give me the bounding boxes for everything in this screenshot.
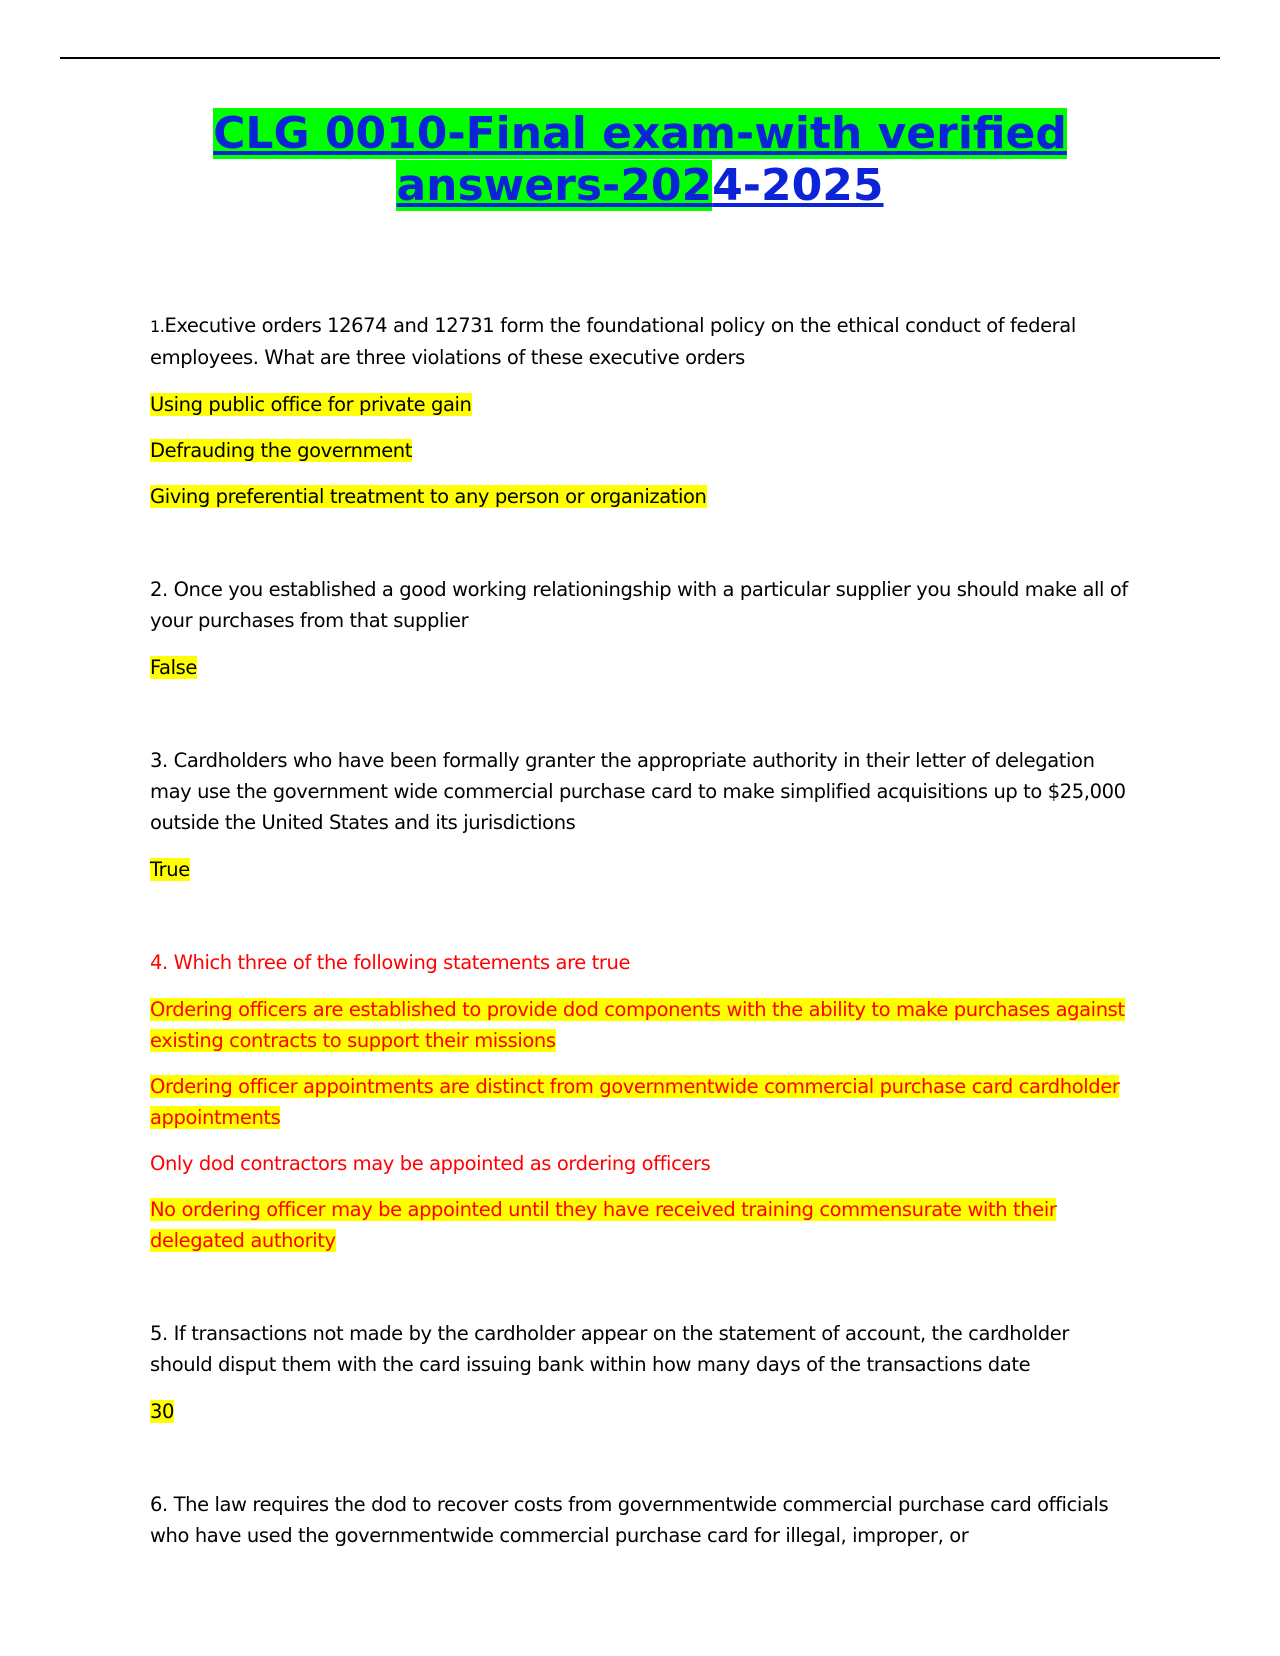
question-3: 3. Cardholders who have been formally granter the appropriate authority in their letter of delegation may use the government wide commercial purchase card to make simplified acquisitions up to $25,000 outside the United States and its jurisdictions — [150, 749, 1126, 834]
answer-5: 30 — [150, 1400, 175, 1423]
option-4a: Ordering officers are established to provide dod components with the ability to make purchases against existing contracts to support their missions — [150, 998, 1125, 1052]
question-5: 5. If transactions not made by the cardholder appear on the statement of account, the cardholder should disput them with the card issuing bank within how many days of the transactions date — [150, 1322, 1069, 1376]
question-6: 6. The law requires the dod to recover costs from governmentwide commercial purchase card officials who have used the governmentwide commercial purchase card for illegal, improper, or — [150, 1493, 1109, 1547]
document-title — [0, 108, 1280, 212]
question-1 — [150, 310, 1135, 373]
question-1-number: 1. — [150, 317, 165, 336]
question-2: 2. Once you established a good working relationingship with a particular supplier you should make all of your purchases from that supplier — [150, 578, 1128, 632]
option-4c: Only dod contractors may be appointed as ordering officers — [150, 1152, 711, 1175]
title-line2-tail: 4-2025 — [712, 160, 884, 211]
spacer — [150, 527, 1135, 574]
header-rule — [60, 57, 1220, 59]
question-1-text: Executive orders 12674 and 12731 form the foundational policy on the ethical conduct of federal employees. What are three violations of these executive orders — [150, 314, 1076, 369]
spacer — [150, 1271, 1135, 1318]
question-4: 4. Which three of the following statements are true — [150, 951, 631, 974]
option-4b: Ordering officer appointments are distinct from governmentwide commercial purchase card cardholder appointments — [150, 1075, 1120, 1129]
answer-1c: Giving preferential treatment to any person or organization — [150, 485, 707, 508]
answer-1a: Using public office for private gain — [150, 393, 472, 416]
spacer — [150, 900, 1135, 947]
spacer — [150, 1442, 1135, 1489]
answer-2: False — [150, 656, 197, 679]
answer-3: True — [150, 858, 190, 881]
title-line1: CLG 0010-Final exam-with verified — [213, 108, 1067, 159]
option-4d: No ordering officer may be appointed until they have received training commensurate with their delegated authority — [150, 1198, 1057, 1252]
document-body — [150, 310, 1135, 1567]
title-line2-highlighted: answers-202 — [396, 160, 713, 211]
spacer — [150, 698, 1135, 745]
answer-1b: Defrauding the government — [150, 439, 413, 462]
